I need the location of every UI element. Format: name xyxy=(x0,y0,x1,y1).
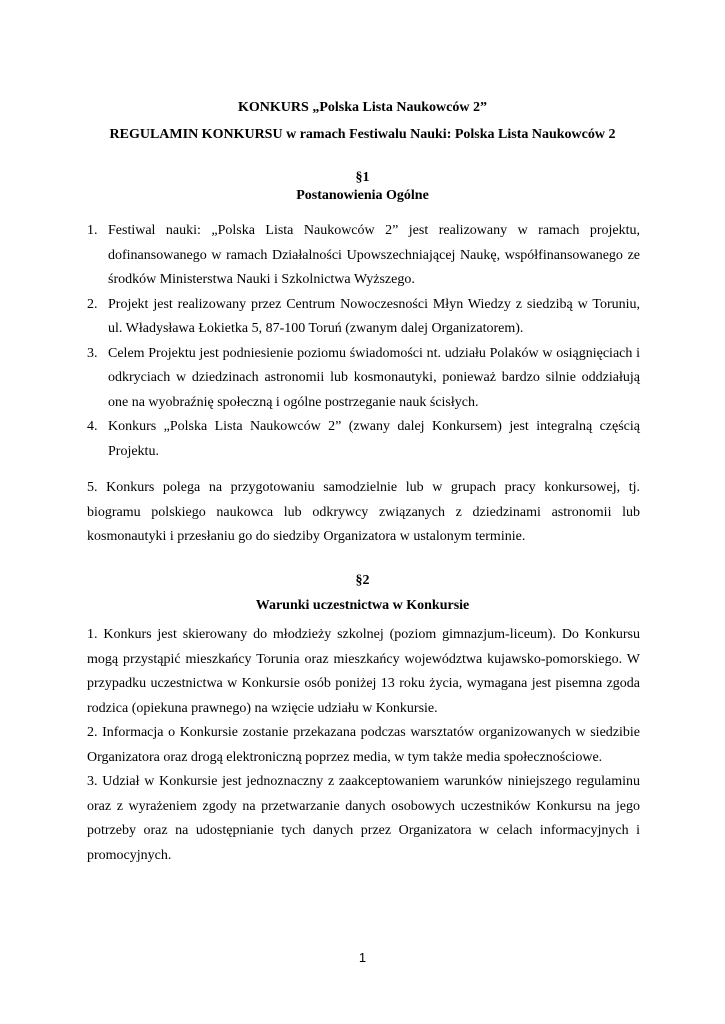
list-item-number: 3. xyxy=(87,345,98,361)
list-item-number: 2. xyxy=(87,296,98,312)
list-item-text: Projekt jest realizowany przez Centrum Nowoczesności Młyn Wiedzy z siedzibą w Toruniu, ul. Władysława Łokietka 5, 87-100 Toruń (zwanym dalej Organizatorem). xyxy=(108,296,640,336)
section-2-paragraph: 3. Udział w Konkursie jest jednoznaczny z zaakceptowaniem warunków niniejszego regulaminu oraz z wyrażeniem zgody na przetwarzanie danych osobowych uczestników Konkursu na jego potrzeby oraz na udostępnianie tych danych przez Organizatora w celach informacyjnych i promocyjnych. xyxy=(87,774,640,863)
document-title: KONKURS „Polska Lista Naukowców 2” xyxy=(238,100,487,115)
section-1-list xyxy=(87,219,640,464)
section-2-paragraph: 1. Konkurs jest skierowany do młodzieży szkolnej (poziom gimnazjum-liceum). Do Konkursu mogą przystąpić mieszkańcy Torunia oraz mieszkańcy województwa kujawsko-pomorskiego. W przypadku uczestnictwa w Konkursie osób poniżej 13 roku życia, wymagana jest pisemna zgoda rodzica (opiekuna prawnego) na wzięcie udziału w Konkursie. xyxy=(87,627,640,716)
section-2-number: §2 xyxy=(355,573,370,588)
list-item xyxy=(87,415,640,464)
list-item-text: Konkurs „Polska Lista Naukowców 2” (zwany dalej Konkursem) jest integralną częścią Projektu. xyxy=(108,419,640,459)
section-2-body xyxy=(87,623,640,868)
section-2-title: Warunki uczestnictwa w Konkursie xyxy=(255,598,470,613)
list-item-number: 1. xyxy=(87,223,98,238)
list-item-text: Festiwal nauki: „Polska Lista Naukowców 2” jest realizowany w ramach projektu, dofinansowanego w ramach Działalności Upowszechniającej Naukę, współfinansowanego ze środków Ministerstwa Nauki i Szkolnictwa Wyższego. xyxy=(108,223,640,287)
list-item xyxy=(87,293,640,342)
list-item xyxy=(87,342,640,416)
page-number: 1 xyxy=(358,950,367,965)
list-item-number: 4. xyxy=(87,419,98,434)
list-item-text: Celem Projektu jest podniesienie poziomu świadomości nt. udziału Polaków w osiągnięciach i odkryciach w dziedzinach astronomii lub kosmonautyki, ponieważ bardzo silnie oddziałują one na wyobraźnię społeczną i ogólne postrzeganie nauk ścisłych. xyxy=(108,345,640,410)
section-1-paragraph-5: 5. Konkurs polega na przygotowaniu samodzielnie lub w grupach pracy konkursowej, tj. biogramu polskiego naukowca lub odkrywcy związanych z dziedzinami astronomii lub kosmonautyki i przesłaniu go do siedziby Organizatora w ustalonym terminie. xyxy=(87,480,640,544)
section-2-paragraph: 2. Informacja o Konkursie zostanie przekazana podczas warsztatów organizowanych w siedzibie Organizatora oraz drogą elektroniczną poprzez media, w tym także media społecznościowe. xyxy=(87,725,640,765)
list-item xyxy=(87,219,640,293)
document-subtitle: REGULAMIN KONKURSU w ramach Festiwalu Nauki: Polska Lista Naukowców 2 xyxy=(109,127,616,142)
section-1-number: §1 xyxy=(355,170,370,185)
section-1-title: Postanowienia Ogólne xyxy=(296,188,429,203)
